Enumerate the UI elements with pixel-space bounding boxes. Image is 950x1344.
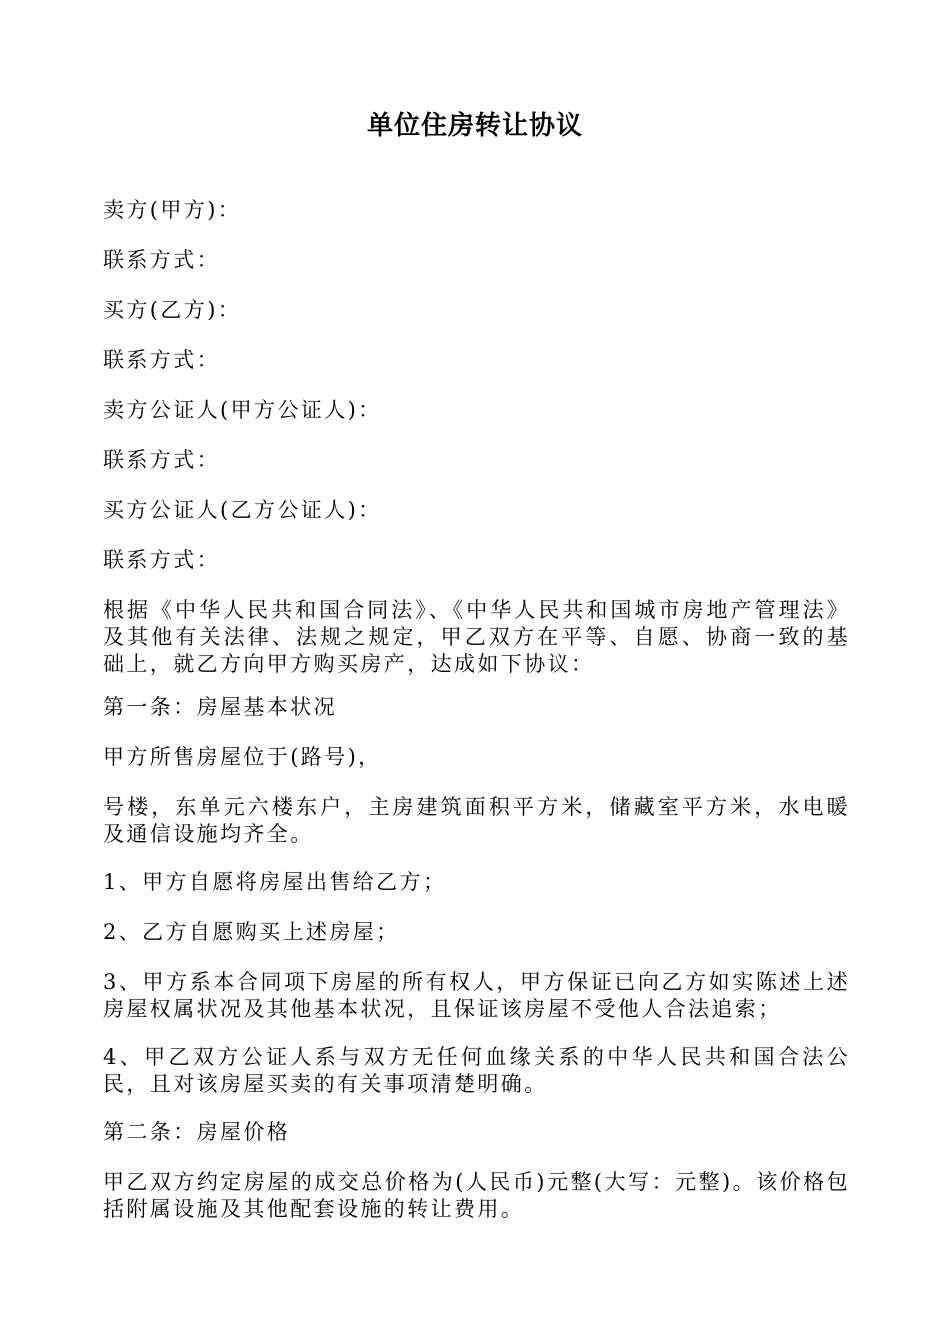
preamble-paragraph: 根据《中华人民共和国合同法》、《中华人民共和国城市房地产管理法》及其他有关法律、法规之规定，甲乙双方在平等、自愿、协商一致的基础上，就乙方向甲方购买房产，达成如下协议： xyxy=(103,598,850,676)
seller-contact-label: 联系方式： xyxy=(103,248,220,272)
clause-3-paragraph: 3、甲方系本合同项下房屋的所有权人，甲方保证已向乙方如实陈述上述房屋权属状况及其他基本状况，且保证该房屋不受他人合法追索； xyxy=(103,970,850,1021)
seller-notary-contact-label: 联系方式： xyxy=(103,448,220,472)
clause-4-paragraph: 4、甲乙双方公证人系与双方无任何血缘关系的中华人民共和国合法公民，且对该房屋买卖的有关事项清楚明确。 xyxy=(103,1045,850,1096)
seller-label: 卖方(甲方)： xyxy=(103,198,242,222)
article-2-heading: 第二条：房屋价格 xyxy=(103,1120,291,1144)
price-paragraph: 甲乙双方约定房屋的成交总价格为(人民币)元整(大写：元整)。该价格包括附属设施及其他配套设施的转让费用。 xyxy=(103,1170,850,1221)
document-title: 单位住房转让协议 xyxy=(366,111,583,141)
clause-2-paragraph: 2、乙方自愿购买上述房屋； xyxy=(103,920,400,944)
article-1-heading: 第一条：房屋基本状况 xyxy=(103,695,337,719)
buyer-contact-label: 联系方式： xyxy=(103,348,220,372)
buyer-notary-label: 买方公证人(乙方公证人)： xyxy=(103,498,382,522)
buyer-label: 买方(乙方)： xyxy=(103,298,242,322)
seller-notary-label: 卖方公证人(甲方公证人)： xyxy=(103,398,382,422)
buyer-notary-contact-label: 联系方式： xyxy=(103,548,220,572)
property-details-paragraph: 号楼，东单元六楼东户，主房建筑面积平方米，储藏室平方米，水电暖及通信设施均齐全。 xyxy=(103,795,850,846)
clause-1-paragraph: 1、甲方自愿将房屋出售给乙方； xyxy=(103,870,447,894)
property-location-paragraph: 甲方所售房屋位于(路号)， xyxy=(103,745,382,769)
